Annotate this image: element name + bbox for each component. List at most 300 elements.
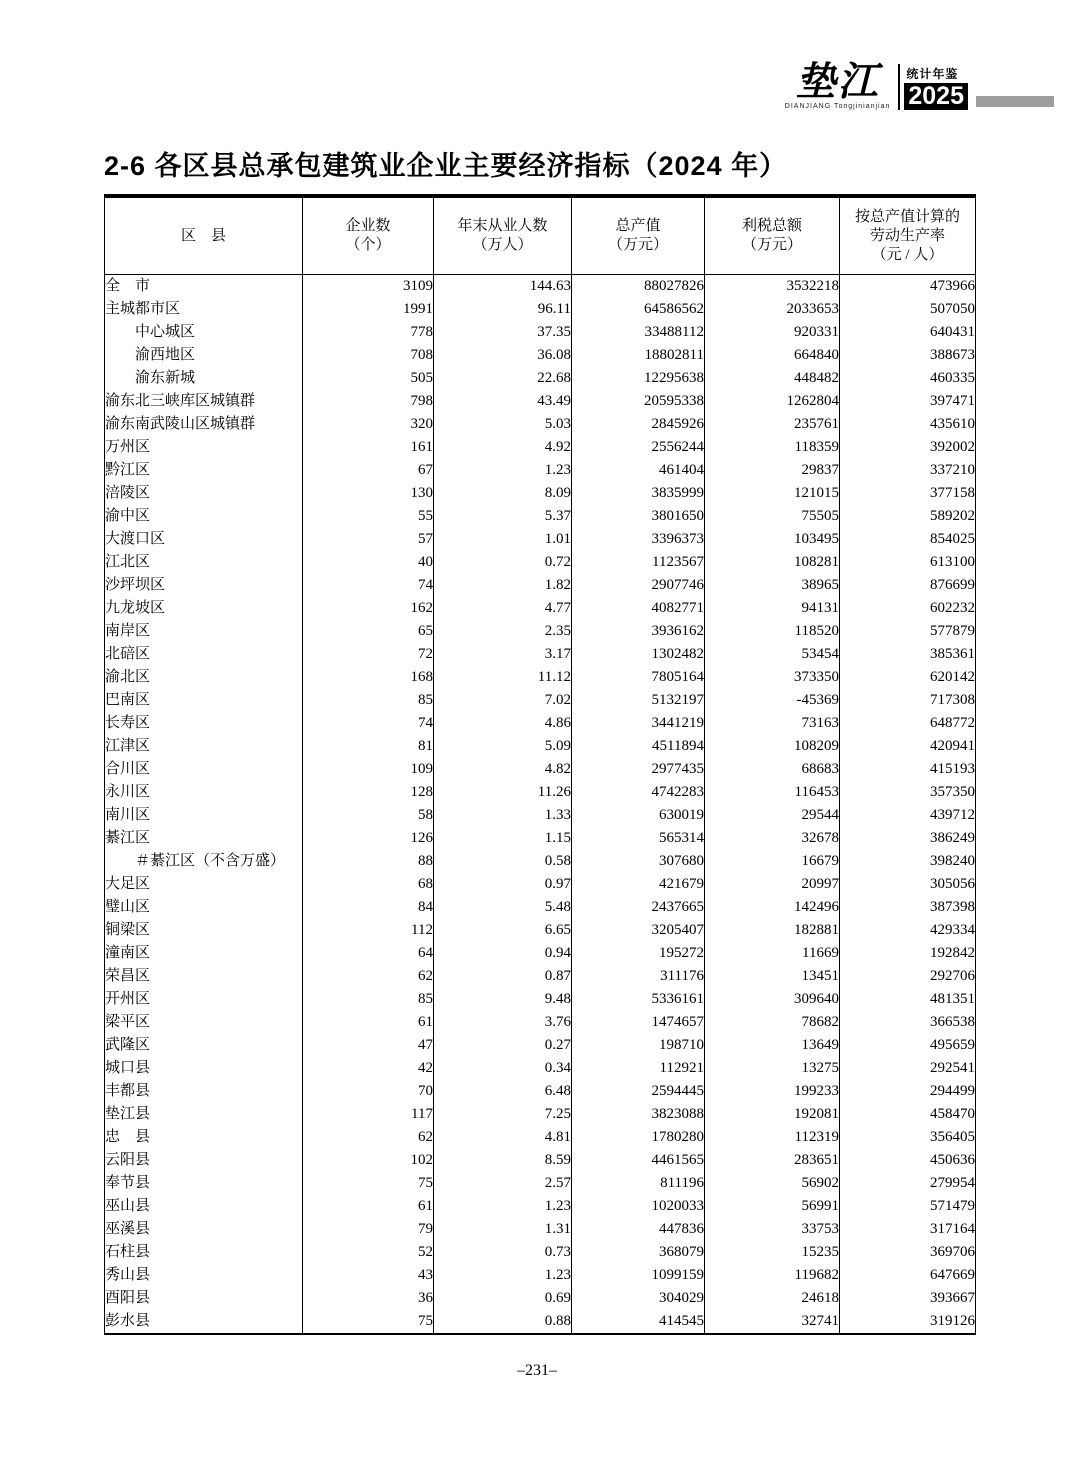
value-cell: 876699 <box>840 574 976 597</box>
value-cell: 112319 <box>705 1126 840 1149</box>
value-cell: 448482 <box>705 367 840 390</box>
value-cell: 64586562 <box>572 298 705 321</box>
column-header: 企业数 （个） <box>303 196 434 275</box>
value-cell: 717308 <box>840 689 976 712</box>
region-name: 云阳县 <box>105 1149 303 1172</box>
logo-brand-block <box>784 59 891 110</box>
value-cell: 2594445 <box>572 1080 705 1103</box>
table-row <box>105 1149 976 1172</box>
region-name: 巫山县 <box>105 1195 303 1218</box>
region-name: 巴南区 <box>105 689 303 712</box>
value-cell: 56991 <box>705 1195 840 1218</box>
value-cell: 118520 <box>705 620 840 643</box>
value-cell: 42 <box>303 1057 434 1080</box>
value-cell: 386249 <box>840 827 976 850</box>
value-cell: 1.23 <box>434 1195 572 1218</box>
value-cell: 8.09 <box>434 482 572 505</box>
table-row <box>105 735 976 758</box>
value-cell: 640431 <box>840 321 976 344</box>
brand-subtext: DIANJIANG Tongjinianjian <box>784 103 891 110</box>
table-row <box>105 758 976 781</box>
value-cell: 130 <box>303 482 434 505</box>
value-cell: 65 <box>303 620 434 643</box>
region-name: 奉节县 <box>105 1172 303 1195</box>
value-cell: 505 <box>303 367 434 390</box>
value-cell: 1.01 <box>434 528 572 551</box>
region-name: 铜梁区 <box>105 919 303 942</box>
region-name: 渝东新城 <box>105 367 303 390</box>
value-cell: 117 <box>303 1103 434 1126</box>
value-cell: 195272 <box>572 942 705 965</box>
value-cell: 368079 <box>572 1241 705 1264</box>
value-cell: 11.12 <box>434 666 572 689</box>
page-title: 2-6 各区县总承包建筑业企业主要经济指标（2024 年） <box>104 151 788 181</box>
table-row <box>105 344 976 367</box>
value-cell: 75 <box>303 1310 434 1334</box>
value-cell: 319126 <box>840 1310 976 1334</box>
region-name: 南川区 <box>105 804 303 827</box>
value-cell: 309640 <box>705 988 840 1011</box>
table-row <box>105 712 976 735</box>
value-cell: 7.02 <box>434 689 572 712</box>
value-cell: 304029 <box>572 1287 705 1310</box>
value-cell: 2.57 <box>434 1172 572 1195</box>
table-row <box>105 1057 976 1080</box>
table-row <box>105 505 976 528</box>
value-cell: 85 <box>303 689 434 712</box>
region-name: 潼南区 <box>105 942 303 965</box>
value-cell: 52 <box>303 1241 434 1264</box>
table-body <box>105 275 976 1335</box>
table-row <box>105 666 976 689</box>
year-badge: 2025 <box>904 83 968 110</box>
value-cell: 577879 <box>840 620 976 643</box>
value-cell: 571479 <box>840 1195 976 1218</box>
value-cell: 305056 <box>840 873 976 896</box>
table-row <box>105 620 976 643</box>
value-cell: 2845926 <box>572 413 705 436</box>
value-cell: 12295638 <box>572 367 705 390</box>
value-cell: 144.63 <box>434 275 572 299</box>
table-row <box>105 298 976 321</box>
value-cell: 116453 <box>705 781 840 804</box>
value-cell: 294499 <box>840 1080 976 1103</box>
region-name: 开州区 <box>105 988 303 1011</box>
value-cell: 68683 <box>705 758 840 781</box>
table-row <box>105 1310 976 1334</box>
value-cell: 109 <box>303 758 434 781</box>
region-name: 渝东北三峡库区城镇群 <box>105 390 303 413</box>
value-cell: 13451 <box>705 965 840 988</box>
value-cell: 32741 <box>705 1310 840 1334</box>
value-cell: 57 <box>303 528 434 551</box>
value-cell: 16679 <box>705 850 840 873</box>
region-name: 渝西地区 <box>105 344 303 367</box>
value-cell: 29544 <box>705 804 840 827</box>
table-row <box>105 873 976 896</box>
value-cell: 70 <box>303 1080 434 1103</box>
value-cell: 398240 <box>840 850 976 873</box>
value-cell: 357350 <box>840 781 976 804</box>
value-cell: 366538 <box>840 1011 976 1034</box>
region-name: 中心城区 <box>105 321 303 344</box>
value-cell: 7.25 <box>434 1103 572 1126</box>
value-cell: 647669 <box>840 1264 976 1287</box>
value-cell: 1.23 <box>434 459 572 482</box>
value-cell: 565314 <box>572 827 705 850</box>
value-cell: 630019 <box>572 804 705 827</box>
value-cell: 7805164 <box>572 666 705 689</box>
region-name: 江北区 <box>105 551 303 574</box>
table-row <box>105 689 976 712</box>
value-cell: 613100 <box>840 551 976 574</box>
value-cell: 118359 <box>705 436 840 459</box>
value-cell: 458470 <box>840 1103 976 1126</box>
region-name: 大足区 <box>105 873 303 896</box>
region-name: 彭水县 <box>105 1310 303 1334</box>
region-name: 忠 县 <box>105 1126 303 1149</box>
value-cell: 78682 <box>705 1011 840 1034</box>
page-number: –231– <box>517 1362 557 1379</box>
value-cell: 708 <box>303 344 434 367</box>
value-cell: 3801650 <box>572 505 705 528</box>
value-cell: 920331 <box>705 321 840 344</box>
value-cell: 119682 <box>705 1264 840 1287</box>
value-cell: 36.08 <box>434 344 572 367</box>
value-cell: 2977435 <box>572 758 705 781</box>
value-cell: 67 <box>303 459 434 482</box>
table-header-row <box>105 196 976 275</box>
value-cell: 481351 <box>840 988 976 1011</box>
value-cell: 4082771 <box>572 597 705 620</box>
value-cell: 75 <box>303 1172 434 1195</box>
value-cell: 112 <box>303 919 434 942</box>
value-cell: 317164 <box>840 1218 976 1241</box>
value-cell: 126 <box>303 827 434 850</box>
region-name: 涪陵区 <box>105 482 303 505</box>
value-cell: 602232 <box>840 597 976 620</box>
value-cell: 15235 <box>705 1241 840 1264</box>
table-row <box>105 528 976 551</box>
value-cell: 369706 <box>840 1241 976 1264</box>
value-cell: 421679 <box>572 873 705 896</box>
table-row <box>105 1080 976 1103</box>
value-cell: 1991 <box>303 298 434 321</box>
value-cell: 2033653 <box>705 298 840 321</box>
value-cell: 3.17 <box>434 643 572 666</box>
value-cell: 2907746 <box>572 574 705 597</box>
region-name: 黔江区 <box>105 459 303 482</box>
value-cell: 198710 <box>572 1034 705 1057</box>
region-name: 江津区 <box>105 735 303 758</box>
value-cell: 439712 <box>840 804 976 827</box>
value-cell: 3936162 <box>572 620 705 643</box>
value-cell: 798 <box>303 390 434 413</box>
logo-year-block <box>898 64 968 110</box>
yearbook-label: 统计年鉴 <box>906 67 959 81</box>
region-name: 南岸区 <box>105 620 303 643</box>
value-cell: 1780280 <box>572 1126 705 1149</box>
value-cell: 192081 <box>705 1103 840 1126</box>
value-cell: 61 <box>303 1011 434 1034</box>
value-cell: 0.69 <box>434 1287 572 1310</box>
value-cell: 3441219 <box>572 712 705 735</box>
region-name: 梁平区 <box>105 1011 303 1034</box>
table-row <box>105 1195 976 1218</box>
value-cell: 102 <box>303 1149 434 1172</box>
value-cell: 337210 <box>840 459 976 482</box>
table-row <box>105 459 976 482</box>
value-cell: 192842 <box>840 942 976 965</box>
value-cell: 1262804 <box>705 390 840 413</box>
value-cell: 8.59 <box>434 1149 572 1172</box>
region-name: 丰都县 <box>105 1080 303 1103</box>
value-cell: 392002 <box>840 436 976 459</box>
value-cell: 0.58 <box>434 850 572 873</box>
table-row <box>105 919 976 942</box>
value-cell: 279954 <box>840 1172 976 1195</box>
region-name: 巫溪县 <box>105 1218 303 1241</box>
value-cell: 648772 <box>840 712 976 735</box>
value-cell: 47 <box>303 1034 434 1057</box>
value-cell: 385361 <box>840 643 976 666</box>
table-row <box>105 321 976 344</box>
value-cell: 235761 <box>705 413 840 436</box>
region-name: 大渡口区 <box>105 528 303 551</box>
value-cell: 62 <box>303 1126 434 1149</box>
value-cell: 397471 <box>840 390 976 413</box>
table-row <box>105 942 976 965</box>
table-row <box>105 1172 976 1195</box>
column-header: 总产值 （万元） <box>572 196 705 275</box>
value-cell: 74 <box>303 712 434 735</box>
value-cell: 420941 <box>840 735 976 758</box>
value-cell: 3532218 <box>705 275 840 299</box>
region-name: 酉阳县 <box>105 1287 303 1310</box>
region-name: 璧山区 <box>105 896 303 919</box>
region-name: 合川区 <box>105 758 303 781</box>
value-cell: 5.09 <box>434 735 572 758</box>
value-cell: 6.65 <box>434 919 572 942</box>
value-cell: 1123567 <box>572 551 705 574</box>
value-cell: 43 <box>303 1264 434 1287</box>
value-cell: 1474657 <box>572 1011 705 1034</box>
table-row <box>105 1034 976 1057</box>
value-cell: 450636 <box>840 1149 976 1172</box>
value-cell: 142496 <box>705 896 840 919</box>
table-row <box>105 643 976 666</box>
value-cell: 22.68 <box>434 367 572 390</box>
value-cell: 9.48 <box>434 988 572 1011</box>
region-name: 长寿区 <box>105 712 303 735</box>
value-cell: 55 <box>303 505 434 528</box>
value-cell: 3109 <box>303 275 434 299</box>
value-cell: 0.94 <box>434 942 572 965</box>
value-cell: 447836 <box>572 1218 705 1241</box>
value-cell: 2.35 <box>434 620 572 643</box>
table-row <box>105 597 976 620</box>
region-name: 全 市 <box>105 275 303 299</box>
value-cell: 589202 <box>840 505 976 528</box>
value-cell: 495659 <box>840 1034 976 1057</box>
value-cell: 199233 <box>705 1080 840 1103</box>
table-row <box>105 1011 976 1034</box>
value-cell: 435610 <box>840 413 976 436</box>
table-row <box>105 1218 976 1241</box>
table-row <box>105 827 976 850</box>
value-cell: 3396373 <box>572 528 705 551</box>
value-cell: 18802811 <box>572 344 705 367</box>
table-row <box>105 804 976 827</box>
value-cell: 33488112 <box>572 321 705 344</box>
economic-indicators-table <box>104 194 976 1335</box>
region-name: 城口县 <box>105 1057 303 1080</box>
table-row <box>105 1264 976 1287</box>
value-cell: 88027826 <box>572 275 705 299</box>
table-row <box>105 781 976 804</box>
value-cell: 0.73 <box>434 1241 572 1264</box>
value-cell: 5.03 <box>434 413 572 436</box>
value-cell: 79 <box>303 1218 434 1241</box>
value-cell: 1099159 <box>572 1264 705 1287</box>
value-cell: 3835999 <box>572 482 705 505</box>
value-cell: 5336161 <box>572 988 705 1011</box>
value-cell: 292706 <box>840 965 976 988</box>
value-cell: 37.35 <box>434 321 572 344</box>
value-cell: 20997 <box>705 873 840 896</box>
value-cell: 4.92 <box>434 436 572 459</box>
value-cell: 5132197 <box>572 689 705 712</box>
value-cell: 81 <box>303 735 434 758</box>
value-cell: 36 <box>303 1287 434 1310</box>
value-cell: 161 <box>303 436 434 459</box>
value-cell: 0.87 <box>434 965 572 988</box>
value-cell: 33753 <box>705 1218 840 1241</box>
value-cell: 620142 <box>840 666 976 689</box>
value-cell: 3205407 <box>572 919 705 942</box>
value-cell: 75505 <box>705 505 840 528</box>
value-cell: 68 <box>303 873 434 896</box>
value-cell: 414545 <box>572 1310 705 1334</box>
value-cell: 307680 <box>572 850 705 873</box>
region-name: 垫江县 <box>105 1103 303 1126</box>
value-cell: 0.27 <box>434 1034 572 1057</box>
value-cell: 0.88 <box>434 1310 572 1334</box>
value-cell: 3823088 <box>572 1103 705 1126</box>
value-cell: 94131 <box>705 597 840 620</box>
value-cell: 88 <box>303 850 434 873</box>
value-cell: 1.31 <box>434 1218 572 1241</box>
decorative-bar <box>976 96 1054 107</box>
value-cell: 4.77 <box>434 597 572 620</box>
value-cell: 4511894 <box>572 735 705 758</box>
value-cell: 373350 <box>705 666 840 689</box>
value-cell: 311176 <box>572 965 705 988</box>
table-row <box>105 1126 976 1149</box>
value-cell: 61 <box>303 1195 434 1218</box>
table-row <box>105 1287 976 1310</box>
value-cell: 121015 <box>705 482 840 505</box>
value-cell: 13275 <box>705 1057 840 1080</box>
value-cell: 72 <box>303 643 434 666</box>
value-cell: -45369 <box>705 689 840 712</box>
column-header: 按总产值计算的 劳动生产率 （元 / 人） <box>840 196 976 275</box>
value-cell: 4461565 <box>572 1149 705 1172</box>
table-row <box>105 896 976 919</box>
table-row <box>105 436 976 459</box>
value-cell: 2437665 <box>572 896 705 919</box>
value-cell: 778 <box>303 321 434 344</box>
column-header: 年末从业人数 （万人） <box>434 196 572 275</box>
value-cell: 854025 <box>840 528 976 551</box>
value-cell: 162 <box>303 597 434 620</box>
value-cell: 182881 <box>705 919 840 942</box>
value-cell: 4.82 <box>434 758 572 781</box>
column-header: 区 县 <box>105 196 303 275</box>
value-cell: 811196 <box>572 1172 705 1195</box>
value-cell: 13649 <box>705 1034 840 1057</box>
region-name: 主城都市区 <box>105 298 303 321</box>
value-cell: 4742283 <box>572 781 705 804</box>
region-name: 九龙坡区 <box>105 597 303 620</box>
table-row <box>105 1241 976 1264</box>
value-cell: 84 <box>303 896 434 919</box>
table-row <box>105 390 976 413</box>
table-row <box>105 413 976 436</box>
value-cell: 29837 <box>705 459 840 482</box>
value-cell: 58 <box>303 804 434 827</box>
value-cell: 1.82 <box>434 574 572 597</box>
value-cell: 24618 <box>705 1287 840 1310</box>
table-row <box>105 367 976 390</box>
value-cell: 393667 <box>840 1287 976 1310</box>
value-cell: 320 <box>303 413 434 436</box>
value-cell: 53454 <box>705 643 840 666</box>
value-cell: 1.33 <box>434 804 572 827</box>
table-head <box>105 196 976 275</box>
region-name: 渝北区 <box>105 666 303 689</box>
value-cell: 0.97 <box>434 873 572 896</box>
value-cell: 73163 <box>705 712 840 735</box>
value-cell: 461404 <box>572 459 705 482</box>
table-row <box>105 850 976 873</box>
region-name: 渝东南武陵山区城镇群 <box>105 413 303 436</box>
value-cell: 0.72 <box>434 551 572 574</box>
value-cell: 74 <box>303 574 434 597</box>
yearbook-logo <box>784 59 1054 110</box>
value-cell: 56902 <box>705 1172 840 1195</box>
brand-calligraphy: 垫江 <box>795 59 880 104</box>
value-cell: 64 <box>303 942 434 965</box>
region-name: 永川区 <box>105 781 303 804</box>
value-cell: 43.49 <box>434 390 572 413</box>
value-cell: 4.86 <box>434 712 572 735</box>
value-cell: 32678 <box>705 827 840 850</box>
region-name: 北碚区 <box>105 643 303 666</box>
value-cell: 429334 <box>840 919 976 942</box>
region-name: 沙坪坝区 <box>105 574 303 597</box>
value-cell: 5.48 <box>434 896 572 919</box>
value-cell: 0.34 <box>434 1057 572 1080</box>
value-cell: 415193 <box>840 758 976 781</box>
value-cell: 62 <box>303 965 434 988</box>
value-cell: 85 <box>303 988 434 1011</box>
value-cell: 2556244 <box>572 436 705 459</box>
value-cell: 11.26 <box>434 781 572 804</box>
value-cell: 96.11 <box>434 298 572 321</box>
region-name: 万州区 <box>105 436 303 459</box>
value-cell: 11669 <box>705 942 840 965</box>
